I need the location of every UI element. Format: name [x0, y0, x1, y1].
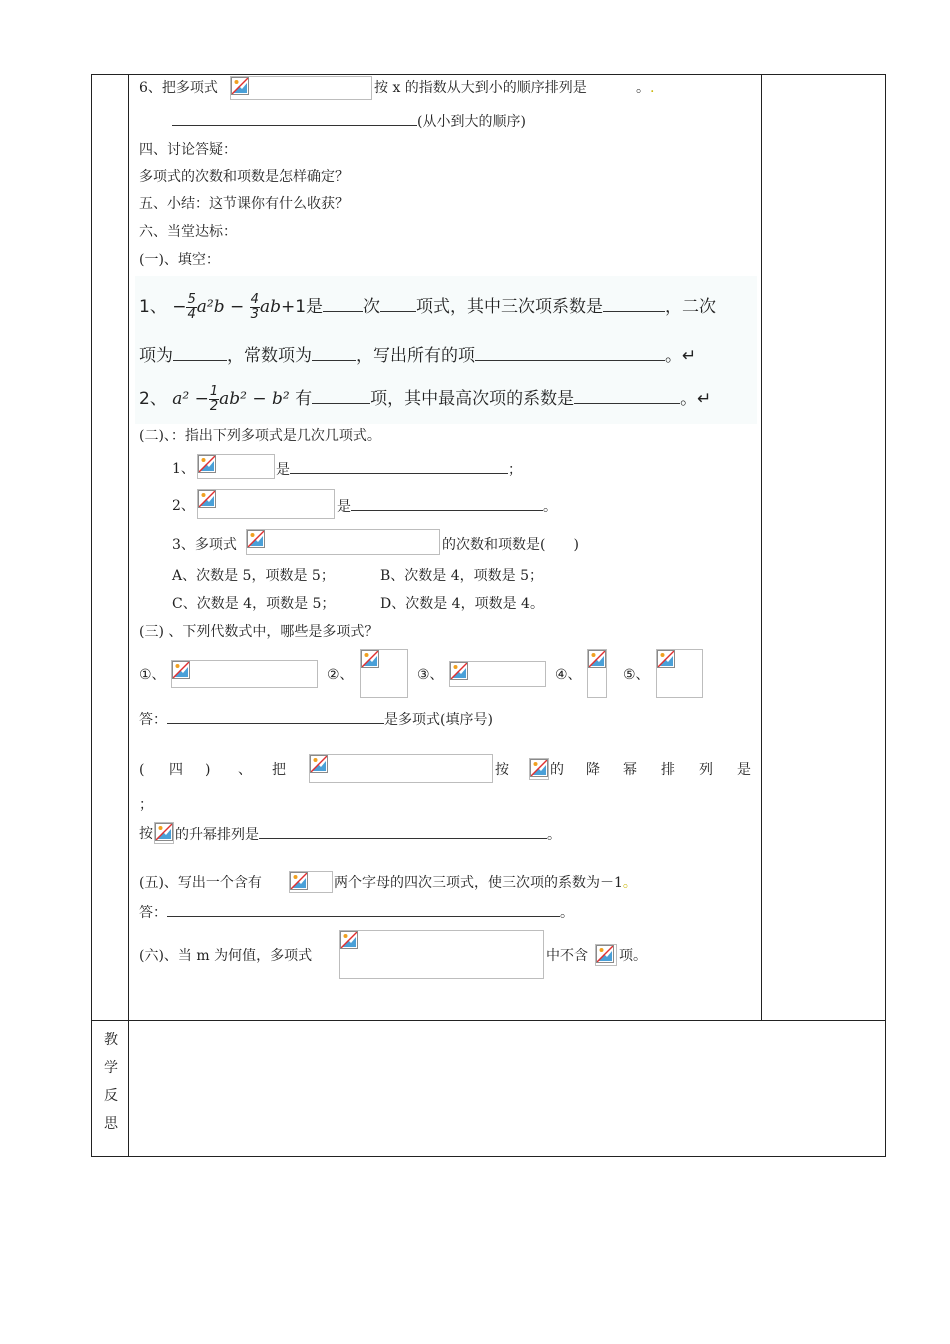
table-border-right [885, 74, 886, 1157]
part-3-title: (三) 、下列代数式中，哪些是多项式？ [139, 624, 379, 640]
p3-item-2-label: ②、 [327, 667, 354, 683]
reflection-label-char: 教 [104, 1032, 118, 1048]
p4-line2-rest: 的升幂排列是 。 [175, 824, 561, 845]
p4-char-2: ) [205, 762, 211, 778]
p4-tail-5: 是 [737, 762, 751, 778]
reflection-label-char: 反 [104, 1088, 118, 1104]
formula-image-q6 [230, 76, 372, 100]
fill-2-line: 2、 a² − $\frac{1}{2}$ ab² − b² 有 项，其中最高次项的系数是 。↵ [139, 383, 712, 414]
part-1-title: (一)、填空： [139, 252, 220, 268]
p4-tail-2: 幂 [623, 762, 637, 778]
q6-tail: 。. [636, 80, 655, 96]
table-border-bottom [91, 1156, 886, 1157]
col-divider-right [761, 74, 762, 1021]
formula-image-p3-3 [449, 661, 546, 687]
broken-image-icon [340, 931, 358, 949]
section-5-title: 五、小结：这节课你有什么收获？ [139, 196, 349, 212]
p2-1-num: 1、 [172, 461, 195, 477]
p2-2-answer: 是 。 [337, 496, 557, 517]
p4-an: 按 [495, 762, 509, 778]
part-2-title: (二)、：指出下列多项式是几次几项式。 [139, 428, 381, 444]
broken-image-icon [657, 650, 675, 668]
fraction-1-2: $\frac{1}{2}$ [209, 383, 219, 414]
formula-image-p3-2 [360, 649, 408, 698]
p6-prefix: (六)、当 m 为何值，多项式 [139, 948, 313, 964]
broken-image-icon [198, 490, 216, 508]
fraction-5-4: $\frac{5}{4}$ [187, 291, 196, 322]
option-a: A、次数是 5，项数是 5； [172, 568, 335, 584]
col-divider-left [128, 74, 129, 1157]
formula-image-p4-var2 [154, 822, 174, 844]
option-b: B、次数是 4，项数是 5； [380, 568, 544, 584]
p4-char-3: 、 [238, 762, 252, 778]
p4-char-1: 四 [169, 762, 183, 778]
p4-tail-3: 排 [661, 762, 675, 778]
formula-image-p6 [339, 930, 544, 979]
formula-image-p2-1 [197, 454, 275, 479]
reflection-label-char: 思 [104, 1116, 118, 1132]
broken-image-icon [247, 530, 265, 548]
broken-image-icon [530, 759, 548, 777]
table-border-left [91, 74, 92, 1157]
p4-char-4: 把 [272, 762, 286, 778]
broken-image-icon [596, 945, 614, 963]
p5-answer: 答： 。 [139, 902, 574, 923]
q6-line [139, 78, 218, 98]
broken-image-icon [290, 872, 308, 890]
p5-suffix: 两个字母的四次三项式，使三次项的系数为－1。 [334, 875, 637, 891]
broken-image-icon [231, 77, 249, 95]
p6-end: 项。 [619, 948, 647, 964]
section-4-title: 四、讨论答疑： [139, 142, 237, 158]
fill-1-line1: 1、 − $\frac{5}{4}$ a²b − $\frac{4}{3}$ ab+1是 次 项式，其中三次项系数是 ，二次 [139, 291, 717, 322]
formula-image-p5 [289, 871, 333, 893]
table-border-top [91, 74, 886, 75]
q6-mid: 按 x 的指数从大到小的顺序排列是 [374, 80, 587, 96]
formula-image-p3-5 [656, 649, 703, 698]
formula-image-p3-4 [587, 649, 607, 698]
p4-line2-prefix: 按 [139, 826, 153, 842]
formula-image-p2-3 [246, 529, 440, 555]
q6-prefix: 6、把多项式 [139, 80, 218, 96]
broken-image-icon [310, 755, 328, 773]
p2-3-prefix: 3、多项式 [172, 537, 237, 553]
option-d: D、次数是 4，项数是 4。 [380, 596, 544, 612]
formula-image-p4 [309, 754, 493, 783]
p2-2-num: 2、 [172, 498, 195, 514]
broken-image-icon [450, 662, 468, 680]
row-divider [91, 1020, 886, 1021]
p2-1-answer: 是 ； [276, 459, 522, 480]
broken-image-icon [361, 650, 379, 668]
p3-item-5-label: ⑤、 [623, 667, 650, 683]
part-3-answer: 答： 是多项式(填序号) [139, 709, 493, 730]
p6-mid: 中不含 [546, 948, 588, 964]
p5-prefix: (五)、写出一个含有 [139, 875, 262, 891]
broken-image-icon [198, 455, 216, 473]
p4-char-0: ( [139, 762, 145, 778]
p4-tail-1: 降 [586, 762, 600, 778]
reflection-label-char: 学 [104, 1060, 118, 1076]
formula-image-p3-1 [171, 660, 318, 688]
p3-item-4-label: ④、 [555, 667, 582, 683]
formula-image-p6-term [595, 944, 617, 966]
fill-1-line2: 项为 ，常数项为 ，写出所有的项 。↵ [139, 346, 697, 366]
p4-tail-4: 列 [699, 762, 713, 778]
option-c: C、次数是 4，项数是 5； [172, 596, 336, 612]
p2-3-suffix: 的次数和项数是( ) [442, 537, 579, 553]
broken-image-icon [588, 650, 606, 668]
broken-image-icon [172, 661, 190, 679]
formula-image-p4-var [529, 758, 549, 780]
p3-item-1-label: ①、 [139, 667, 166, 683]
section-6-title: 六、当堂达标： [139, 224, 237, 240]
fraction-4-3: $\frac{4}{3}$ [250, 291, 259, 322]
section-4-question: 多项式的次数和项数是怎样确定？ [139, 169, 349, 185]
q6-line2: (从小到大的顺序) [172, 111, 526, 132]
p4-tail-0: 的 [550, 762, 564, 778]
p3-item-3-label: ③、 [417, 667, 444, 683]
broken-image-icon [155, 823, 173, 841]
formula-image-p2-2 [197, 489, 335, 519]
p4-semicolon: ； [139, 797, 153, 813]
